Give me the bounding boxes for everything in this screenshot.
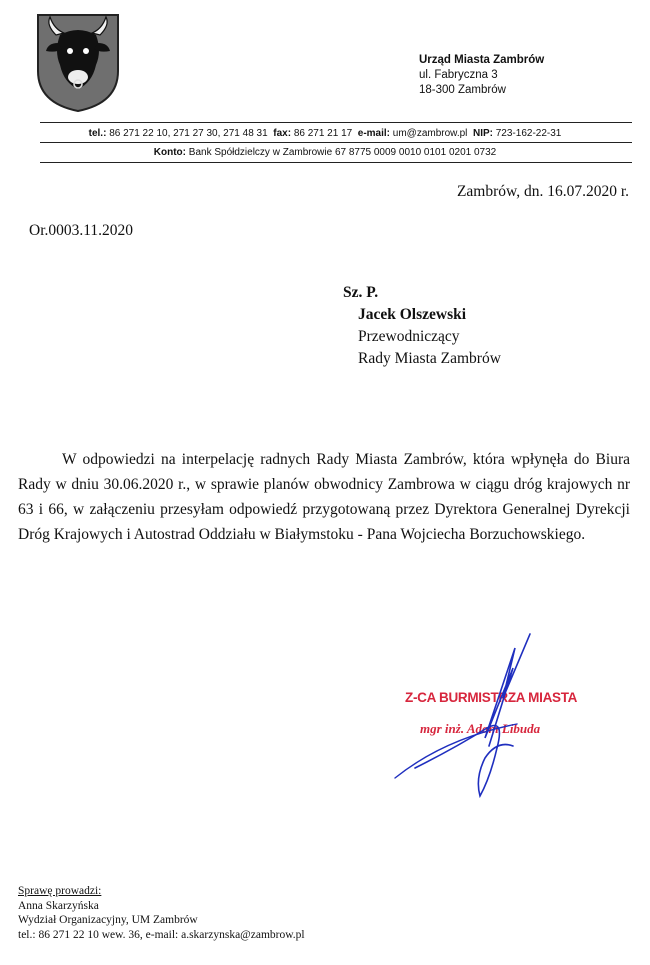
recipient-role: Przewodniczący (358, 328, 460, 345)
coat-of-arms-logo (36, 13, 120, 113)
recipient-body: Rady Miasta Zambrów (358, 350, 501, 367)
email-label: e-mail: (357, 128, 390, 139)
tel-label: tel.: (88, 128, 107, 139)
account-label: Konto: (153, 147, 186, 158)
fax-label: fax: (273, 128, 292, 139)
header-divider-bottom (40, 162, 632, 163)
footer-heading: Sprawę prowadzi: (18, 885, 102, 897)
nip-value: 723-162-22-31 (495, 128, 562, 139)
recipient-salutation: Sz. P. (343, 284, 379, 301)
stamp-signatory-name: mgr inż. Adam Libuda (420, 721, 541, 736)
email-value[interactable]: um@zambrow.pl (392, 128, 468, 139)
footer-person: Anna Skarzyńska (18, 899, 99, 912)
handwritten-signature (385, 628, 555, 798)
bank-account-line (0, 147, 650, 158)
footer-handler (18, 884, 305, 942)
organization-address (419, 53, 544, 98)
header-divider-top (40, 122, 632, 123)
header-divider-middle (40, 142, 632, 143)
tel-value: 86 271 22 10, 271 27 30, 271 48 31 (109, 128, 268, 139)
recipient-name: Jacek Olszewski (358, 306, 467, 323)
reference-number: Or.0003.11.2020 (29, 222, 134, 239)
account-value: Bank Spółdzielczy w Zambrowie 67 8775 0009 0010 0101 0201 0732 (188, 147, 497, 158)
organization-name: Urząd Miasta Zambrów (419, 54, 545, 66)
recipient-block (343, 282, 501, 370)
organization-street: ul. Fabryczna 3 (419, 69, 498, 81)
contact-line (0, 128, 650, 139)
footer-contact: tel.: 86 271 22 10 wew. 36, e-mail: a.skarzynska@zambrow.pl (18, 928, 305, 941)
footer-department: Wydział Organizacyjny, UM Zambrów (18, 914, 198, 926)
stamp-title: Z-CA BURMISTRZA MIASTA (405, 690, 578, 705)
organization-postal-city: 18-300 Zambrów (419, 84, 506, 96)
fax-value: 86 271 21 17 (293, 128, 353, 139)
place-and-date: Zambrów, dn. 16.07.2020 r. (456, 183, 629, 200)
letter-body: W odpowiedzi na interpelację radnych Rady Miasta Zambrów, która wpłynęła do Biura Rady w dniu 30.06.2020 r., w sprawie planów obwodnicy Zambrowa w ciągu dróg krajowych nr 63 i 66, w załączeniu przesyłam odpowiedź przygotowaną przez Dyrektora Generalnej Dyrekcji Dróg Krajowych i Autostrad Oddziału w Białymstoku - Pana Wojciecha Borzuchowskiego. (18, 451, 630, 543)
nip-label: NIP: (472, 128, 493, 139)
